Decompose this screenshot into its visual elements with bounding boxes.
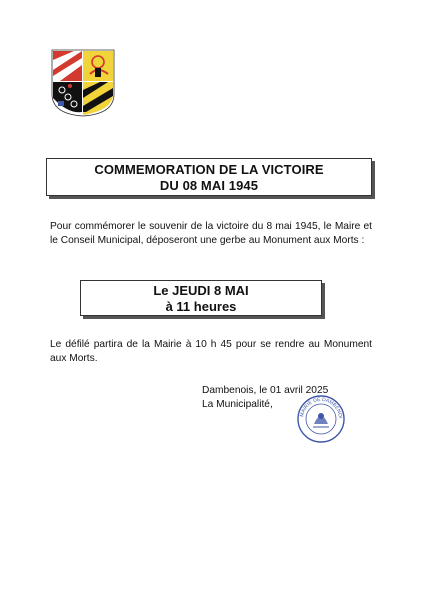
- mairie-seal-icon: [296, 394, 346, 444]
- title-line-2: DU 08 MAI 1945: [159, 178, 259, 193]
- event-time: à 11 heures: [165, 299, 237, 314]
- title-box: [46, 158, 372, 196]
- intro-paragraph: Pour commémorer le souvenir de la victoire du 8 mai 1945, le Maire et le Conseil Municipal, déposeront une gerbe au Monument aux Morts :: [50, 221, 372, 246]
- signature-block: [202, 384, 372, 412]
- event-box: [80, 280, 322, 316]
- svg-text:MAIRIE DE DAMBENOIS: MAIRIE DE DAMBENOI: [299, 396, 344, 419]
- coat-of-arms-icon: [50, 48, 116, 118]
- event-day: Le JEUDI 8 MAI: [153, 283, 249, 298]
- signature: La Municipalité,: [202, 399, 273, 410]
- title-line-1: COMMEMORATION DE LA VICTOIRE: [94, 162, 324, 177]
- parade-paragraph: Le défilé partira de la Mairie à 10 h 45 pour se rendre au Monument aux Morts.: [50, 339, 372, 364]
- place-date: Dambenois, le 01 avril 2025: [202, 385, 329, 396]
